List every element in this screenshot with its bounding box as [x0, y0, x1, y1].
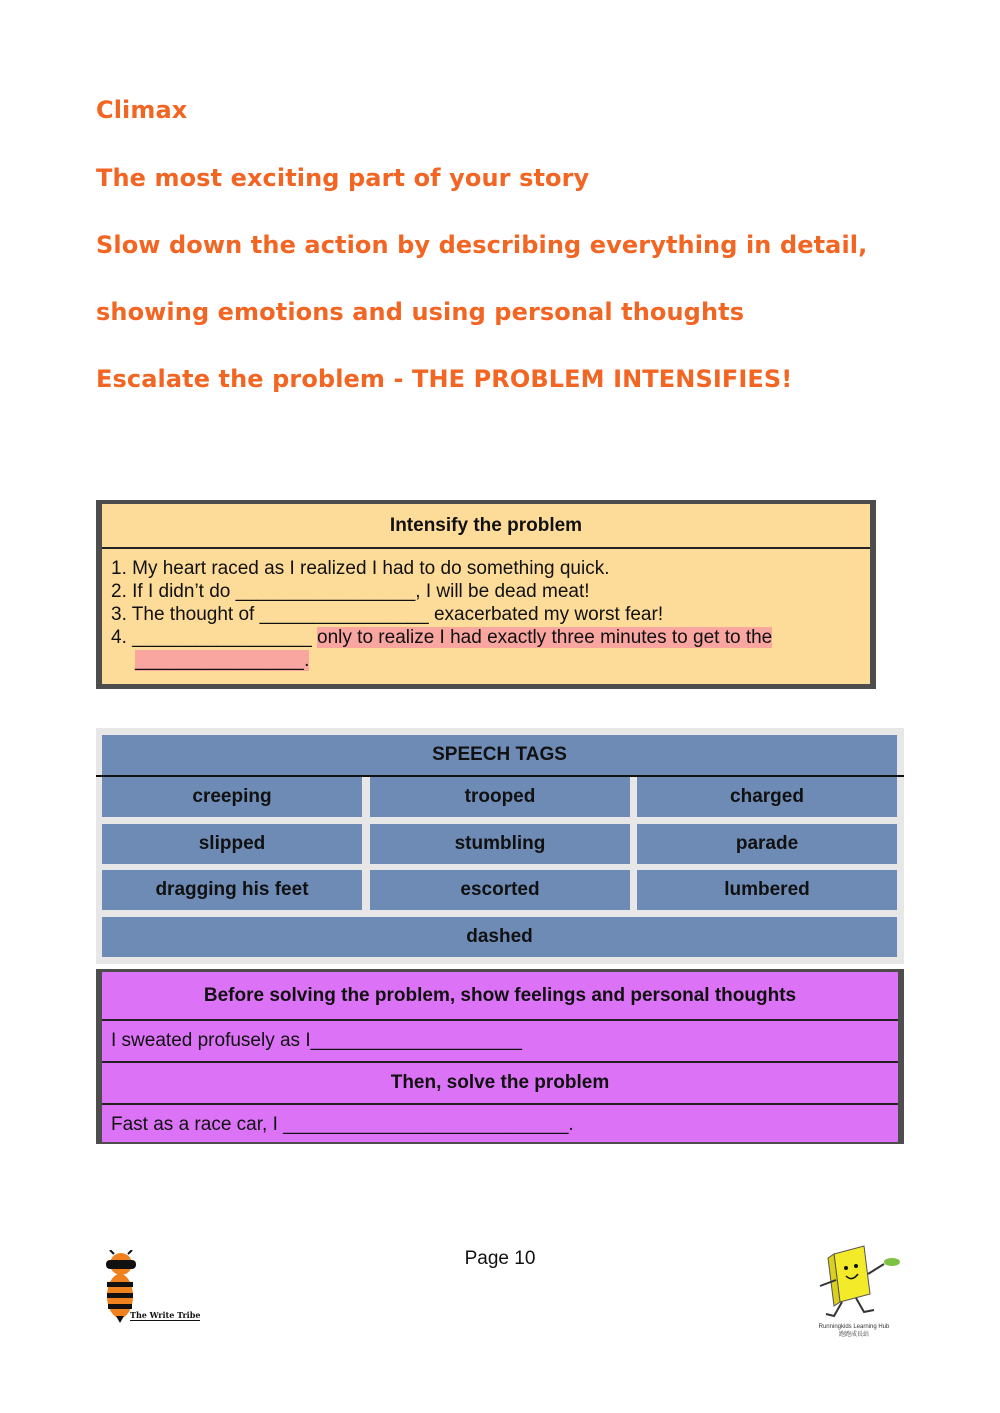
runningkids-chinese: 跑跑成長站	[838, 1332, 869, 1338]
intensify-item-4-continued	[111, 649, 870, 672]
running-book-icon	[812, 1244, 904, 1322]
speech-tags-title: SPEECH TAGS	[102, 735, 897, 775]
showing-emotions-heading: showing emotions and using personal thoughts	[96, 298, 745, 326]
runningkids-caption	[812, 1323, 896, 1339]
tag-creeping: creeping	[102, 777, 362, 817]
slow-down-heading: Slow down the action by describing everything in detail,	[96, 231, 868, 259]
tag-charged: charged	[637, 777, 897, 817]
escalate-heading: Escalate the problem - THE PROBLEM INTENSIFIES!	[96, 365, 793, 393]
tag-trooped: trooped	[370, 777, 630, 817]
speech-tags-table	[96, 728, 904, 964]
intensify-item-2: 2. If I didn’t do _________________, I will be dead meat!	[111, 581, 590, 602]
tag-stumbling: stumbling	[370, 824, 630, 864]
item-4-period: .	[304, 650, 310, 671]
intensify-item-3: 3. The thought of ________________ exacerbated my worst fear!	[111, 604, 664, 625]
intensify-item-4	[111, 626, 870, 649]
item-4-blank: 4. _________________	[111, 627, 318, 648]
tag-parade: parade	[637, 824, 897, 864]
runningkids-name: Runningkids Learning Hub	[818, 1324, 890, 1330]
intensify-title: Intensify the problem	[102, 504, 870, 549]
intensify-item-1: 1. My heart raced as I realized I had to do something quick.	[111, 558, 610, 579]
most-exciting-heading: The most exciting part of your story	[96, 164, 590, 192]
runningkids-logo	[812, 1244, 908, 1344]
feelings-solve-box	[96, 969, 904, 1144]
sweated-prompt: I sweated profusely as I____________________	[111, 1030, 522, 1051]
write-tribe-caption: The Write Tribe	[130, 1310, 201, 1320]
tag-lumbered: lumbered	[637, 870, 897, 910]
climax-heading: Climax	[96, 96, 188, 124]
write-tribe-logo	[98, 1250, 208, 1330]
intensify-problem-box	[96, 500, 876, 689]
solve-title: Then, solve the problem	[390, 1072, 610, 1093]
page-number: Page 10	[464, 1248, 536, 1269]
tag-dragging-his-feet: dragging his feet	[102, 870, 362, 910]
item-4-end-blank: ________________	[135, 650, 305, 671]
tag-escorted: escorted	[370, 870, 630, 910]
race-car-prompt: Fast as a race car, I ___________________________.	[111, 1114, 574, 1135]
tag-slipped: slipped	[102, 824, 362, 864]
feelings-title: Before solving the problem, show feelings and personal thoughts	[203, 985, 797, 1006]
intensify-list	[102, 549, 870, 672]
tag-dashed: dashed	[102, 917, 897, 957]
item-4-highlight: only to realize I had exactly three minutes to get to the	[317, 627, 773, 648]
